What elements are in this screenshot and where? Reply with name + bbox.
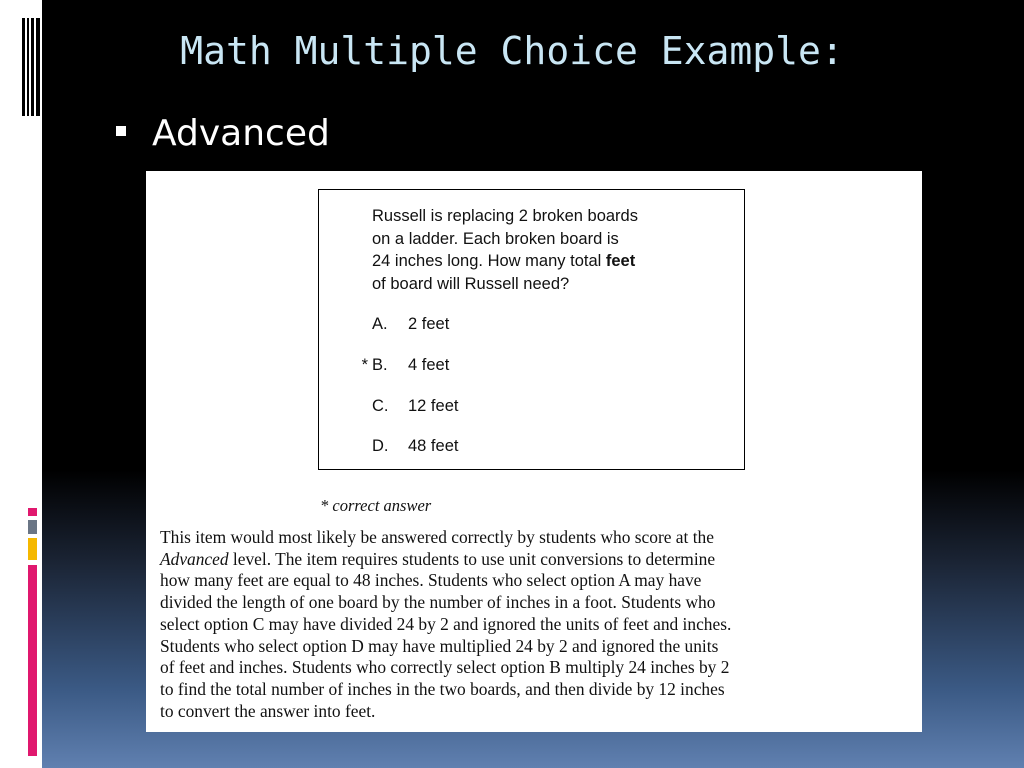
decorative-bars-bottom <box>28 508 37 756</box>
question-line <box>372 250 712 273</box>
question-box <box>318 189 745 470</box>
question-text <box>372 205 712 295</box>
correct-answer-legend: * correct answer <box>320 496 432 515</box>
decorative-bars-top <box>22 18 40 116</box>
option-letter: A. <box>372 315 388 333</box>
question-line: on a ladder. Each broken board is <box>372 229 619 248</box>
explanation-paragraph <box>160 527 912 722</box>
question-line: Russell is replacing 2 broken boards <box>372 207 638 225</box>
option-text: 12 feet <box>408 397 459 415</box>
question-line: of board will Russell need? <box>372 274 570 293</box>
scanned-item-image <box>146 171 922 732</box>
explanation-line <box>160 549 912 571</box>
option-letter: B. <box>372 356 388 374</box>
explanation-line: how many feet are equal to 48 inches. Students who select option A may have <box>160 570 702 591</box>
option-text: 2 feet <box>408 315 450 333</box>
option-letter: C. <box>372 397 389 415</box>
option-text: 48 feet <box>408 437 459 455</box>
explanation-line: divided the length of one board by the number of inches in a foot. Students who <box>160 592 716 613</box>
explanation-line: to find the total number of inches in the two boards, and then divide by 12 inches <box>160 678 725 699</box>
left-decor-strip <box>0 0 42 768</box>
bullet-text: Advanced <box>152 113 330 154</box>
explanation-line: of feet and inches. Students who correctly select option B multiply 24 inches by 2 <box>160 657 730 678</box>
explanation-line: Students who select option D may have multiplied 24 by 2 and ignored the units <box>160 635 719 656</box>
explanation-line: to convert the answer into feet. <box>160 700 376 721</box>
explanation-italic-word: Advanced <box>160 548 229 569</box>
explanation-line-text: level. The item requires students to use unit conversions to determine <box>228 548 716 569</box>
bullet-marker <box>116 126 126 136</box>
explanation-line: select option C may have divided 24 by 2 and ignored the units of feet and inches. <box>160 613 732 634</box>
option-letter: D. <box>372 437 389 455</box>
option-text: 4 feet <box>408 356 450 374</box>
explanation-line: This item would most likely be answered correctly by students who score at the <box>160 527 714 547</box>
question-bold-word: feet <box>605 252 636 270</box>
slide-title: Math Multiple Choice Example: <box>180 29 844 73</box>
correct-marker: * <box>361 356 368 374</box>
question-line-text: 24 inches long. How many total <box>372 252 606 270</box>
